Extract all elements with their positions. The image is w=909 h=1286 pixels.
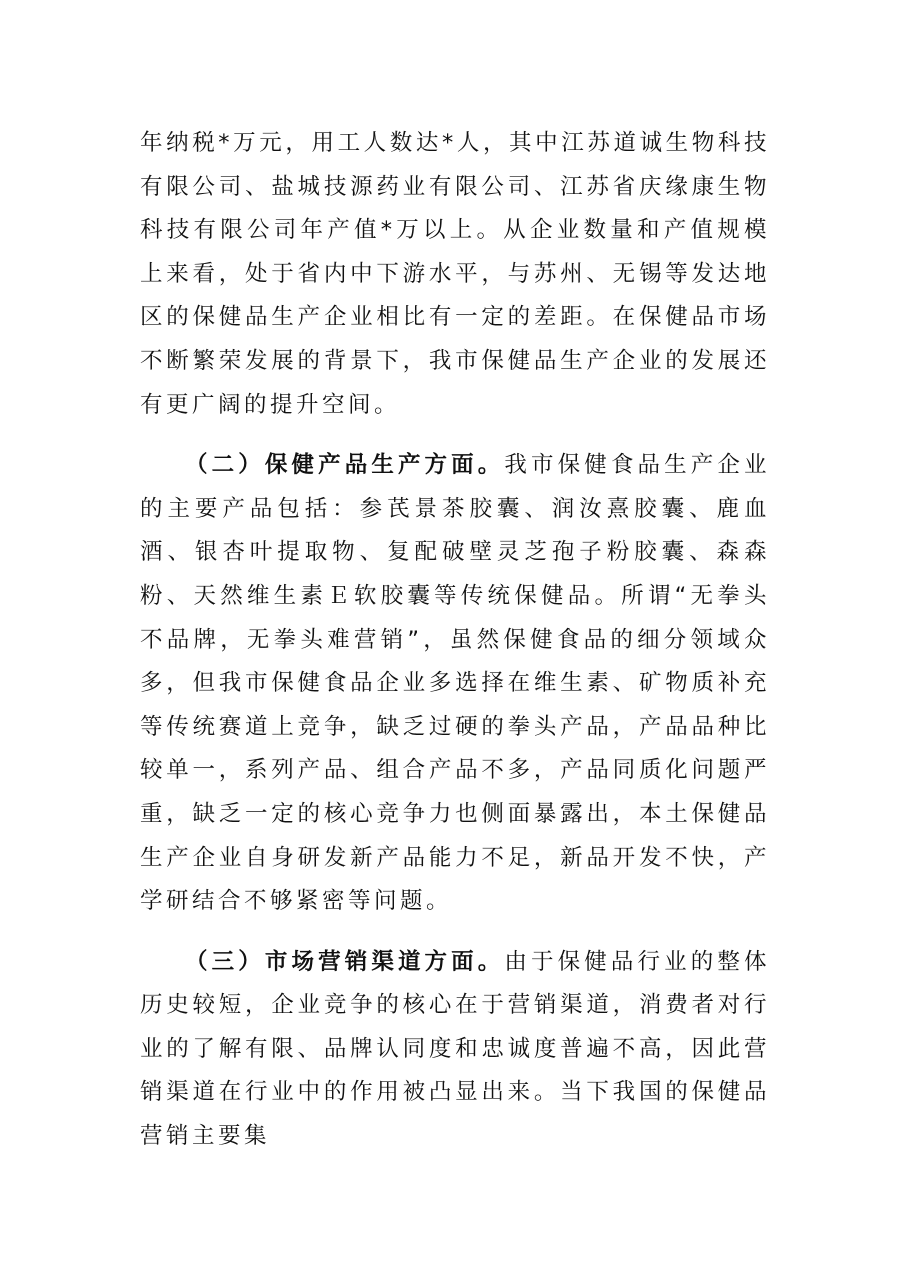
paragraph-continued xyxy=(140,122,770,427)
section-heading-marketing-channels: （三）市场营销渠道方面。 xyxy=(185,948,505,975)
paragraph-marketing-channels xyxy=(140,941,770,1159)
paragraph-text: 由于保健品行业的整体历史较短，企业竞争的核心在于营销渠道，消费者对行业的了解有限、品牌认同度和忠诚度普遍不高，因此营销渠道在行业中的作用被凸显出来。当下我国的保健品营销主要集 xyxy=(140,948,770,1150)
document-body xyxy=(140,122,770,1159)
paragraph-text: 我市保健食品生产企业的主要产品包括：参芪景茶胶囊、润汝熹胶囊、鹿血酒、银杏叶提取物、复配破壁灵芝孢子粉胶囊、森森粉、天然维生素Ｅ软胶囊等传统保健品。所谓“无拳头不品牌，无拳头难营销”，虽然保健食品的细分领域众多，但我市保健食品企业多选择在维生素、矿物质补充等传统赛道上竞争，缺乏过硬的拳头产品，产品品种比较单一，系列产品、组合产品不多，产品同质化问题严重，缺乏一定的核心竞争力也侧面暴露出，本土保健品生产企业自身研发新产品能力不足，新品开发不快，产学研结合不够紧密等问题。 xyxy=(140,452,770,915)
paragraph-product-production xyxy=(140,444,770,924)
section-heading-product-production: （二）保健产品生产方面。 xyxy=(185,452,505,479)
paragraph-text: 年纳税*万元，用工人数达*人，其中江苏道诚生物科技有限公司、盐城技源药业有限公司、江苏省庆缘康生物科技有限公司年产值*万以上。从企业数量和产值规模上来看，处于省内中下游水平，与苏州、无锡等发达地区的保健品生产企业相比有一定的差距。在保健品市场不断繁荣发展的背景下，我市保健品生产企业的发展还有更广阔的提升空间。 xyxy=(140,130,770,418)
